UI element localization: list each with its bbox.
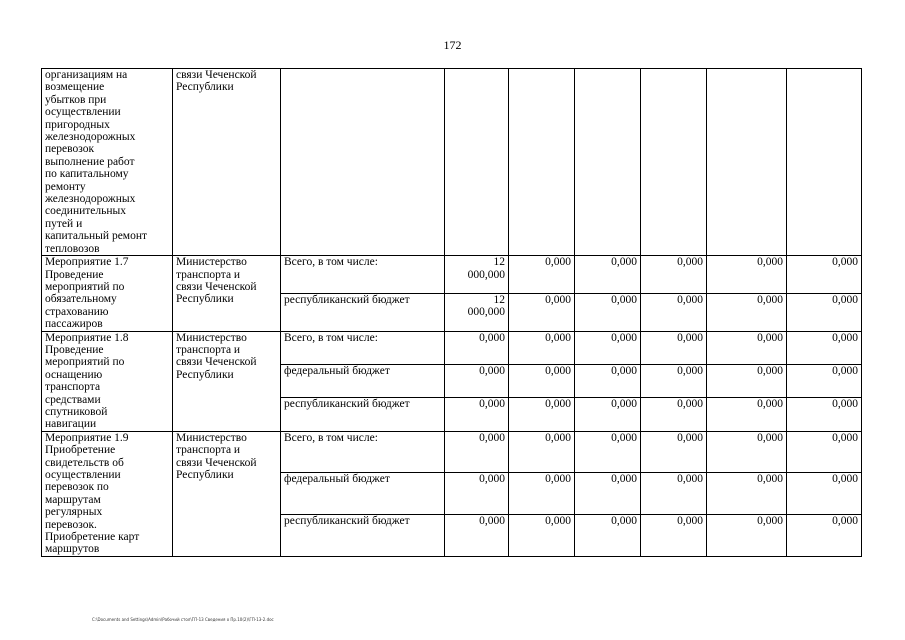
- measure-name-cell: Мероприятие 1.9 Приобретение свидетельств об осуществлении перевозок по маршрутам регулярных перевозок. Приобретение карт маршрутов: [42, 431, 173, 556]
- value-cell: 0,000: [641, 431, 707, 473]
- value-cell: 0,000: [509, 431, 575, 473]
- value-cell: 0,000: [707, 473, 787, 515]
- program-measures-table: [41, 68, 862, 557]
- funding-source-cell: республиканский бюджет: [281, 398, 445, 431]
- value-cell: 0,000: [641, 364, 707, 397]
- executor-cell: связи Чеченской Республики: [173, 69, 281, 256]
- value-cell: 0,000: [707, 364, 787, 397]
- funding-source-cell: федеральный бюджет: [281, 473, 445, 515]
- value-cell: 0,000: [641, 331, 707, 364]
- value-cell: 12 000,000: [445, 256, 509, 294]
- value-cell: 0,000: [509, 473, 575, 515]
- page-number: 172: [443, 38, 462, 52]
- table-row: [42, 331, 862, 364]
- value-cell: 0,000: [509, 331, 575, 364]
- value-cell: 0,000: [641, 293, 707, 331]
- value-cell: 0,000: [707, 256, 787, 294]
- value-cell: 0,000: [575, 364, 641, 397]
- footer-file-path: C:\Documents and Settings\Admin\Рабочий стол\ГП-13 Сведения о Пр.10(2)\ГП-13-2.doc: [92, 617, 274, 622]
- funding-source-cell: [281, 69, 445, 256]
- value-cell: 0,000: [641, 473, 707, 515]
- executor-cell: Министерство транспорта и связи Чеченской Республики: [173, 331, 281, 431]
- value-cell: 0,000: [575, 256, 641, 294]
- value-cell: 0,000: [787, 331, 862, 364]
- value-cell: 0,000: [707, 331, 787, 364]
- value-cell: 0,000: [641, 256, 707, 294]
- measure-name-cell: организациям на возмещение убытков при осуществлении пригородных железнодорожных перевозок выполнение работ по капитальному ремонту железнодорожных соединительных путей и капитальный ремонт тепловозов: [42, 69, 173, 256]
- measure-name-cell: Мероприятие 1.7 Проведение мероприятий по обязательному страхованию пассажиров: [42, 256, 173, 331]
- value-cell: 0,000: [445, 515, 509, 557]
- value-cell: 0,000: [509, 293, 575, 331]
- value-cell: [787, 69, 862, 256]
- funding-source-cell: республиканский бюджет: [281, 293, 445, 331]
- value-cell: 0,000: [787, 431, 862, 473]
- table-row: [42, 431, 862, 473]
- executor-cell: Министерство транспорта и связи Чеченской Республики: [173, 256, 281, 331]
- value-cell: 0,000: [509, 364, 575, 397]
- value-cell: [445, 69, 509, 256]
- value-cell: 0,000: [509, 398, 575, 431]
- value-cell: 0,000: [787, 293, 862, 331]
- value-cell: 0,000: [575, 473, 641, 515]
- value-cell: [707, 69, 787, 256]
- value-cell: 0,000: [641, 398, 707, 431]
- value-cell: 0,000: [787, 364, 862, 397]
- funding-source-cell: республиканский бюджет: [281, 515, 445, 557]
- value-cell: 0,000: [575, 398, 641, 431]
- value-cell: 0,000: [575, 293, 641, 331]
- value-cell: 0,000: [787, 398, 862, 431]
- value-cell: 0,000: [509, 256, 575, 294]
- funding-source-cell: Всего, в том числе:: [281, 331, 445, 364]
- value-cell: 0,000: [445, 364, 509, 397]
- value-cell: [575, 69, 641, 256]
- value-cell: 0,000: [787, 473, 862, 515]
- funding-source-cell: Всего, в том числе:: [281, 431, 445, 473]
- value-cell: 0,000: [707, 515, 787, 557]
- value-cell: 0,000: [445, 473, 509, 515]
- value-cell: 0,000: [707, 431, 787, 473]
- value-cell: 0,000: [445, 398, 509, 431]
- value-cell: 0,000: [707, 293, 787, 331]
- value-cell: 0,000: [707, 398, 787, 431]
- value-cell: 0,000: [787, 256, 862, 294]
- value-cell: 0,000: [641, 515, 707, 557]
- value-cell: 0,000: [787, 515, 862, 557]
- value-cell: 12 000,000: [445, 293, 509, 331]
- value-cell: 0,000: [575, 331, 641, 364]
- funding-source-cell: федеральный бюджет: [281, 364, 445, 397]
- measure-name-cell: Мероприятие 1.8 Проведение мероприятий по оснащению транспорта средствами спутниковой навигации: [42, 331, 173, 431]
- value-cell: [509, 69, 575, 256]
- value-cell: 0,000: [445, 331, 509, 364]
- executor-cell: Министерство транспорта и связи Чеченской Республики: [173, 431, 281, 556]
- value-cell: 0,000: [445, 431, 509, 473]
- funding-source-cell: Всего, в том числе:: [281, 256, 445, 294]
- continuation-row: [42, 69, 862, 256]
- value-cell: 0,000: [575, 515, 641, 557]
- value-cell: 0,000: [509, 515, 575, 557]
- value-cell: [641, 69, 707, 256]
- value-cell: 0,000: [575, 431, 641, 473]
- table-row: [42, 256, 862, 294]
